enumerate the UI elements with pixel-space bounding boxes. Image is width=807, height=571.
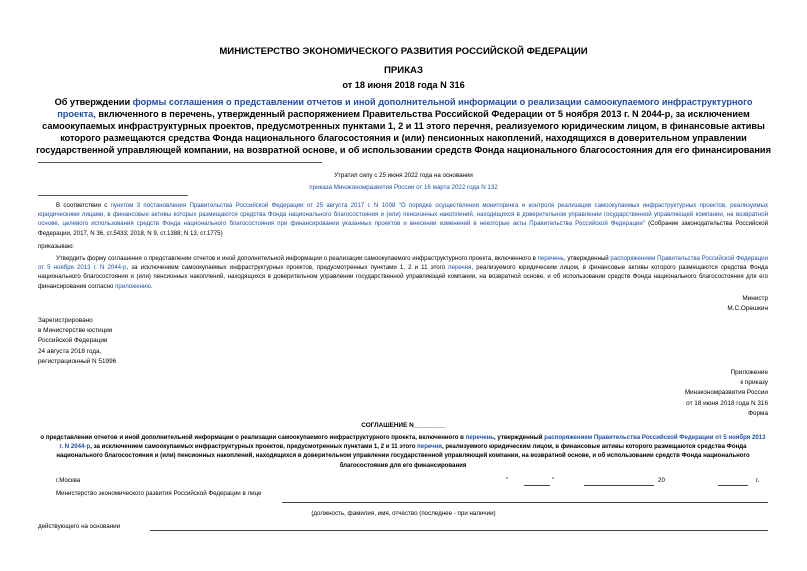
order-text: , за исключением самоокупаемых инфраструктурных проектов, предусмотренных пунктами 1, 2 и 11 этого [126,264,449,272]
order-title-link[interactable]: формы соглашения о представлении отчетов и иной дополнительной информации о реализации самоокупаемого инфраструктурного проекта, [57,97,753,119]
signature-position: Министр [742,295,768,302]
year-prefix: 20 [658,477,665,484]
agreement-list-link[interactable]: перечень [465,434,495,441]
quote-open: " [506,477,509,484]
list-link-2[interactable]: перечня [448,264,472,272]
registration-line: 24 августа 2018 года, [38,347,102,355]
order-text: , реализуемого юридическим лицом, в финансовые активы которого размещаются средства Фонда национального благосостояния и (или) пенсионных накоплений, находящихся в доверительном управлении государственной управляющей компании, на возвратной основе, и об использовании средств Фонда национального благосостояния для его финансирования согласно [38,264,768,290]
note-separator [38,195,188,196]
quote-close: " [552,477,555,484]
registration-line: Российской Федерации [38,337,108,345]
agreement-text: , за исключением самоокупаемых инфраструктурных проектов, предусмотренных пунктами 1, 2 и 11 этого [90,443,418,451]
order-date-number: от 18 июня 2018 года N 316 [342,80,465,90]
registration-line: в Министерстве юстиции [38,327,113,335]
registration-line: регистрационный N 51996 [38,357,117,365]
list-link[interactable]: перечень [537,255,564,262]
year-suffix: г. [756,477,760,484]
order-paragraph [38,254,768,291]
year-field-line[interactable] [718,485,748,486]
appendix-line: к приказу [740,379,768,387]
preamble-paragraph [38,201,768,238]
lost-force-link[interactable]: приказа Минэкономразвития России от 16 марта 2022 года N 132 [309,184,498,191]
basis-label: действующего на основании [38,523,121,530]
ministry-represented-by: Министерство экономического развития Российской Федерации в лице [56,490,262,497]
registration-line: Зарегистрировано [38,317,93,324]
ministry-heading: МИНИСТЕРСТВО ЭКОНОМИЧЕСКОГО РАЗВИТИЯ РОССИЙСКОЙ ФЕДЕРАЦИИ [219,46,588,57]
title-separator [38,162,322,163]
registration-block [38,316,238,367]
day-field-line[interactable] [524,485,550,486]
appendix-link[interactable]: приложению [115,282,151,290]
appendix-line: Форма [748,409,768,417]
order-title-prefix: Об утверждении [54,97,133,107]
appendix-line: Приложение [730,369,768,376]
appendix-block [600,368,768,419]
month-field-line[interactable] [584,485,654,486]
order-title [36,96,771,156]
signature-block [600,294,768,314]
agreement-text: о представлении отчетов и иной дополнительной информации о реализации самоокупаемого инфраструктурного проекта, включенного в [40,434,466,441]
position-hint: (должность, фамилия, имя, отчество (последнее - при наличии) [311,510,496,517]
appendix-line: от 18 июня 2018 года N 316 [686,399,768,407]
appendix-line: Минэкономразвития России [684,389,768,397]
basis-field-line[interactable] [150,530,768,531]
position-field-line[interactable] [282,502,768,503]
signature-name: М.С.Орешкин [727,305,768,312]
agreement-title: СОГЛАШЕНИЕ N_________ [361,422,446,429]
order-title-rest: включенного в перечень, утвержденный распоряжением Правительства Российской Федерации от 5 ноября 2013 г. N 2044-р, за исключением самоокупаемых инфраструктурных проектов, предусмотренных пунктами 1, 2 и 11 этого перечня, реализуемого юридическим лицом, в финансовые активы которого размещаются средства Фонда национального благосостояния и (или) пенсионных накоплений, находящихся в доверительном управлении государственной управляющей компании, на возвратной основе, и об использовании средств Фонда национального благосостояния для его финансирования [36,109,771,155]
order-word: приказываю: [38,243,75,250]
lost-force-line: Утратил силу с 25 июня 2022 года на основании [334,172,473,179]
preamble-text: В соответствии с [56,202,111,209]
order-text: Утвердить форму соглашения о представлении отчетов и иной дополнительной информации о реализации самоокупаемого инфраструктурного проекта, включенного в [56,255,538,262]
agreement-description [38,433,768,470]
agreement-list-link-2[interactable]: перечня [417,443,442,451]
agreement-date-line [500,477,768,486]
order-text: . [150,282,153,290]
city-label: г.Москва [56,477,81,484]
lost-force-note [0,170,807,194]
agreement-decree-link[interactable]: распоряжением Правительства Российской Федерации от 5 ноября 2013 г. N 2044-р [59,434,766,451]
preamble-decree-link[interactable]: пунктом 3 постановления Правительства Российской Федерации от 25 августа 2017 г. N 1008 "О порядке осуществления мониторинга и контроля реализации самоокупаемых инфраструктурных проектов, реализуемых юридическими лицами, в финансовые активы которых размещаются средства Фонда национального благосостояния и (или) пенсионных накоплений, находящихся в доверительном управлении государственной управляющей компании, на возвратной основе, целевого использования средств Фонда национального благосостояния при финансировании указанных проектов и внесении изменений в некоторые акты Правительства Российской Федерации" [38,202,768,228]
agreement-text: , реализуемого юридическим лицом, в финансовые активы которого размещаются средства Фонда национального благосостояния и (или) пенсионных накоплений, находящихся в доверительном управлении государственной управляющей компании, на возвратной основе, и об использовании средств Фонда национального благосостояния для его финансирования [56,443,750,469]
order-text: , утвержденный [563,255,611,262]
decree-link[interactable]: распоряжением Правительства Российской Федерации от 5 ноября 2013 г. N 2044-р [38,255,768,272]
preamble-source-text: (Собрание законодательства Российской Федерации, 2017, N 36, ст.5433; 2018, N 9, ст.1388; N 13, ст.1775) [38,220,768,237]
document-type: ПРИКАЗ [384,65,423,76]
agreement-text: , утвержденный [494,434,545,441]
